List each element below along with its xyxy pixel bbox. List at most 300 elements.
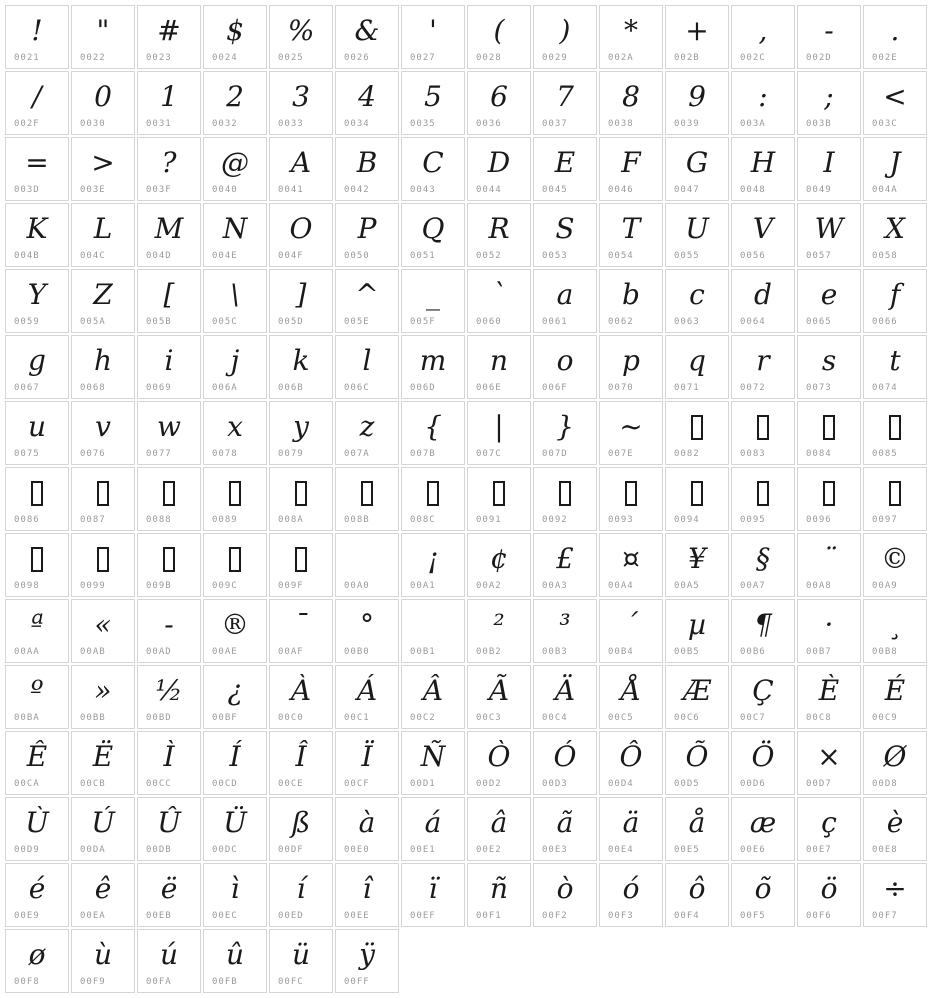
glyph-cell-002E[interactable] bbox=[863, 5, 927, 69]
glyph-cell-00E9[interactable] bbox=[5, 863, 69, 927]
glyph-cell-00BF[interactable] bbox=[203, 665, 267, 729]
glyph-code-label: 003C bbox=[872, 119, 898, 129]
glyph-cell-00FB[interactable] bbox=[203, 929, 267, 993]
glyph-cell-0089[interactable] bbox=[203, 467, 267, 531]
glyph-cell-00AF[interactable] bbox=[269, 599, 333, 663]
glyph-cell-002B[interactable] bbox=[665, 5, 729, 69]
glyph-cell-00BD[interactable] bbox=[137, 665, 201, 729]
glyph-cell-00CF[interactable] bbox=[335, 731, 399, 795]
glyph-code-label: 00C8 bbox=[806, 713, 832, 723]
glyph-cell-0095[interactable] bbox=[731, 467, 795, 531]
glyph-cell-0079[interactable] bbox=[269, 401, 333, 465]
glyph-cell-0025[interactable] bbox=[269, 5, 333, 69]
glyph-cell-00A9[interactable] bbox=[863, 533, 927, 597]
glyph-code-label: 00B1 bbox=[410, 647, 436, 657]
glyph-cell-006E[interactable] bbox=[467, 335, 531, 399]
glyph-preview: ã bbox=[556, 806, 574, 839]
glyph-cell-007E[interactable] bbox=[599, 401, 663, 465]
glyph-cell-0070[interactable] bbox=[599, 335, 663, 399]
missing-glyph-box bbox=[204, 534, 266, 581]
glyph-cell-00AB[interactable] bbox=[71, 599, 135, 663]
glyph-cell-00D3[interactable] bbox=[533, 731, 597, 795]
glyph-preview: ê bbox=[94, 872, 112, 905]
glyph-cell-00A0[interactable] bbox=[335, 533, 399, 597]
glyph-cell-00CD[interactable] bbox=[203, 731, 267, 795]
glyph-cell-0088[interactable] bbox=[137, 467, 201, 531]
glyph-cell-0068[interactable] bbox=[71, 335, 135, 399]
glyph-cell-00C3[interactable] bbox=[467, 665, 531, 729]
tofu-rectangle bbox=[493, 481, 505, 506]
glyph-preview: ñ bbox=[489, 872, 509, 905]
glyph-cell-00E8[interactable] bbox=[863, 797, 927, 861]
glyph-cell-005E[interactable] bbox=[335, 269, 399, 333]
glyph-cell-0099[interactable] bbox=[71, 533, 135, 597]
glyph-cell-00B1[interactable] bbox=[401, 599, 465, 663]
glyph-preview: Í bbox=[229, 740, 241, 773]
glyph-cell-00CA[interactable] bbox=[5, 731, 69, 795]
glyph-preview: X bbox=[885, 212, 905, 245]
glyph-cell-00D7[interactable] bbox=[797, 731, 861, 795]
glyph-cell-0032[interactable] bbox=[203, 71, 267, 135]
glyph-cell-0084[interactable] bbox=[797, 401, 861, 465]
glyph-cell-00DB[interactable] bbox=[137, 797, 201, 861]
glyph-cell-00D6[interactable] bbox=[731, 731, 795, 795]
glyph-cell-0042[interactable] bbox=[335, 137, 399, 201]
glyph-cell-00C2[interactable] bbox=[401, 665, 465, 729]
glyph-cell-004E[interactable] bbox=[203, 203, 267, 267]
glyph-cell-00EA[interactable] bbox=[71, 863, 135, 927]
glyph-preview: 2 bbox=[226, 80, 244, 113]
glyph-cell-0044[interactable] bbox=[467, 137, 531, 201]
glyph-code-label: 003E bbox=[80, 185, 106, 195]
glyph-cell-0056[interactable] bbox=[731, 203, 795, 267]
glyph-cell-0029[interactable] bbox=[533, 5, 597, 69]
glyph-code-label: 005D bbox=[278, 317, 304, 327]
glyph-cell-00D4[interactable] bbox=[599, 731, 663, 795]
glyph-preview: ¿ bbox=[227, 674, 243, 707]
glyph-cell-0037[interactable] bbox=[533, 71, 597, 135]
glyph-cell-002F[interactable] bbox=[5, 71, 69, 135]
glyph-preview: ; bbox=[824, 80, 834, 113]
missing-glyph-box bbox=[270, 468, 332, 515]
glyph-code-label: 0082 bbox=[674, 449, 700, 459]
glyph-cell-0071[interactable] bbox=[665, 335, 729, 399]
glyph-cell-00E5[interactable] bbox=[665, 797, 729, 861]
glyph-cell-0028[interactable] bbox=[467, 5, 531, 69]
glyph-cell-0051[interactable] bbox=[401, 203, 465, 267]
glyph-cell-00CC[interactable] bbox=[137, 731, 201, 795]
glyph-cell-00BB[interactable] bbox=[71, 665, 135, 729]
glyph-cell-00AE[interactable] bbox=[203, 599, 267, 663]
glyph-preview: ö bbox=[820, 872, 838, 905]
glyph-cell-002C[interactable] bbox=[731, 5, 795, 69]
glyph-cell-00F5[interactable] bbox=[731, 863, 795, 927]
glyph-cell-00D9[interactable] bbox=[5, 797, 69, 861]
glyph-cell-0058[interactable] bbox=[863, 203, 927, 267]
glyph-cell-0093[interactable] bbox=[599, 467, 663, 531]
glyph-cell-0033[interactable] bbox=[269, 71, 333, 135]
glyph-code-label: 0024 bbox=[212, 53, 238, 63]
glyph-code-label: 00B7 bbox=[806, 647, 832, 657]
glyph-cell-002A[interactable] bbox=[599, 5, 663, 69]
glyph-cell-0052[interactable] bbox=[467, 203, 531, 267]
glyph-cell-005D[interactable] bbox=[269, 269, 333, 333]
glyph-code-label: 005C bbox=[212, 317, 238, 327]
glyph-cell-005F[interactable] bbox=[401, 269, 465, 333]
glyph-cell-00B3[interactable] bbox=[533, 599, 597, 663]
glyph-cell-004A[interactable] bbox=[863, 137, 927, 201]
glyph-code-label: 007D bbox=[542, 449, 568, 459]
missing-glyph-box bbox=[798, 468, 860, 515]
glyph-cell-003F[interactable] bbox=[137, 137, 201, 201]
glyph-cell-00E0[interactable] bbox=[335, 797, 399, 861]
glyph-cell-00F7[interactable] bbox=[863, 863, 927, 927]
glyph-cell-0063[interactable] bbox=[665, 269, 729, 333]
glyph-cell-00C9[interactable] bbox=[863, 665, 927, 729]
glyph-cell-00B4[interactable] bbox=[599, 599, 663, 663]
glyph-cell-0039[interactable] bbox=[665, 71, 729, 135]
glyph-cell-0046[interactable] bbox=[599, 137, 663, 201]
glyph-code-label: 0091 bbox=[476, 515, 502, 525]
glyph-cell-0054[interactable] bbox=[599, 203, 663, 267]
glyph-cell-004F[interactable] bbox=[269, 203, 333, 267]
glyph-preview: § bbox=[756, 542, 770, 575]
glyph-cell-00FF[interactable] bbox=[335, 929, 399, 993]
glyph-cell-00EB[interactable] bbox=[137, 863, 201, 927]
glyph-preview: C bbox=[422, 146, 444, 179]
glyph-cell-0022[interactable] bbox=[71, 5, 135, 69]
glyph-preview: E bbox=[554, 146, 576, 179]
glyph-cell-0085[interactable] bbox=[863, 401, 927, 465]
glyph-preview: è bbox=[886, 806, 904, 839]
glyph-cell-00B6[interactable] bbox=[731, 599, 795, 663]
glyph-cell-0078[interactable] bbox=[203, 401, 267, 465]
glyph-cell-0092[interactable] bbox=[533, 467, 597, 531]
glyph-cell-00C6[interactable] bbox=[665, 665, 729, 729]
glyph-code-label: 00D7 bbox=[806, 779, 832, 789]
glyph-preview: ~ bbox=[619, 410, 643, 443]
glyph-cell-0055[interactable] bbox=[665, 203, 729, 267]
glyph-cell-00A2[interactable] bbox=[467, 533, 531, 597]
glyph-cell-00EC[interactable] bbox=[203, 863, 267, 927]
glyph-cell-004C[interactable] bbox=[71, 203, 135, 267]
glyph-cell-0065[interactable] bbox=[797, 269, 861, 333]
glyph-cell-0067[interactable] bbox=[5, 335, 69, 399]
glyph-cell-00AD[interactable] bbox=[137, 599, 201, 663]
glyph-cell-0087[interactable] bbox=[71, 467, 135, 531]
glyph-code-label: 002E bbox=[872, 53, 898, 63]
glyph-cell-00C7[interactable] bbox=[731, 665, 795, 729]
glyph-cell-00EF[interactable] bbox=[401, 863, 465, 927]
glyph-cell-007D[interactable] bbox=[533, 401, 597, 465]
glyph-code-label: 00CD bbox=[212, 779, 238, 789]
glyph-cell-009C[interactable] bbox=[203, 533, 267, 597]
blank-glyph bbox=[336, 534, 398, 581]
glyph-cell-00B5[interactable] bbox=[665, 599, 729, 663]
glyph-code-label: 0056 bbox=[740, 251, 766, 261]
glyph-preview: Ì bbox=[163, 740, 175, 773]
glyph-preview: ù bbox=[93, 938, 113, 971]
glyph-cell-00E1[interactable] bbox=[401, 797, 465, 861]
glyph-code-label: 00A8 bbox=[806, 581, 832, 591]
glyph-cell-0043[interactable] bbox=[401, 137, 465, 201]
glyph-cell-0027[interactable] bbox=[401, 5, 465, 69]
glyph-cell-005C[interactable] bbox=[203, 269, 267, 333]
glyph-cell-003D[interactable] bbox=[5, 137, 69, 201]
glyph-cell-003C[interactable] bbox=[863, 71, 927, 135]
glyph-cell-0094[interactable] bbox=[665, 467, 729, 531]
glyph-cell-0035[interactable] bbox=[401, 71, 465, 135]
glyph-cell-00F1[interactable] bbox=[467, 863, 531, 927]
glyph-cell-0053[interactable] bbox=[533, 203, 597, 267]
glyph-cell-006B[interactable] bbox=[269, 335, 333, 399]
glyph-cell-0098[interactable] bbox=[5, 533, 69, 597]
glyph-preview: l bbox=[362, 344, 372, 377]
glyph-cell-00A7[interactable] bbox=[731, 533, 795, 597]
glyph-code-label: 004E bbox=[212, 251, 238, 261]
glyph-cell-0030[interactable] bbox=[71, 71, 135, 135]
glyph-cell-00E3[interactable] bbox=[533, 797, 597, 861]
glyph-cell-00BA[interactable] bbox=[5, 665, 69, 729]
glyph-code-label: 00F6 bbox=[806, 911, 832, 921]
glyph-cell-00A3[interactable] bbox=[533, 533, 597, 597]
glyph-preview: h bbox=[93, 344, 113, 377]
glyph-cell-00DA[interactable] bbox=[71, 797, 135, 861]
glyph-cell-00C5[interactable] bbox=[599, 665, 663, 729]
glyph-cell-00F9[interactable] bbox=[71, 929, 135, 993]
glyph-cell-00F2[interactable] bbox=[533, 863, 597, 927]
glyph-cell-0083[interactable] bbox=[731, 401, 795, 465]
glyph-cell-0069[interactable] bbox=[137, 335, 201, 399]
glyph-code-label: 0098 bbox=[14, 581, 40, 591]
glyph-cell-00B0[interactable] bbox=[335, 599, 399, 663]
glyph-cell-00D2[interactable] bbox=[467, 731, 531, 795]
glyph-cell-00DC[interactable] bbox=[203, 797, 267, 861]
glyph-code-label: 00D5 bbox=[674, 779, 700, 789]
glyph-cell-0060[interactable] bbox=[467, 269, 531, 333]
missing-glyph-box bbox=[732, 468, 794, 515]
glyph-cell-003B[interactable] bbox=[797, 71, 861, 135]
glyph-cell-0048[interactable] bbox=[731, 137, 795, 201]
glyph-cell-00B2[interactable] bbox=[467, 599, 531, 663]
glyph-preview: Â bbox=[422, 674, 444, 707]
glyph-code-label: 0025 bbox=[278, 53, 304, 63]
glyph-cell-007B[interactable] bbox=[401, 401, 465, 465]
glyph-preview: N bbox=[222, 212, 248, 245]
glyph-code-label: 0033 bbox=[278, 119, 304, 129]
missing-glyph-box bbox=[798, 402, 860, 449]
glyph-cell-0049[interactable] bbox=[797, 137, 861, 201]
glyph-code-label: 004C bbox=[80, 251, 106, 261]
glyph-cell-0082[interactable] bbox=[665, 401, 729, 465]
glyph-code-label: 0065 bbox=[806, 317, 832, 327]
glyph-cell-00B7[interactable] bbox=[797, 599, 861, 663]
glyph-cell-009B[interactable] bbox=[137, 533, 201, 597]
glyph-cell-00EE[interactable] bbox=[335, 863, 399, 927]
glyph-code-label: 0088 bbox=[146, 515, 172, 525]
glyph-cell-0034[interactable] bbox=[335, 71, 399, 135]
glyph-cell-007C[interactable] bbox=[467, 401, 531, 465]
glyph-preview: b bbox=[622, 278, 640, 311]
glyph-cell-00FA[interactable] bbox=[137, 929, 201, 993]
glyph-code-label: 0048 bbox=[740, 185, 766, 195]
glyph-cell-0057[interactable] bbox=[797, 203, 861, 267]
glyph-cell-00C0[interactable] bbox=[269, 665, 333, 729]
glyph-cell-0024[interactable] bbox=[203, 5, 267, 69]
glyph-cell-003E[interactable] bbox=[71, 137, 135, 201]
glyph-preview: ï bbox=[428, 872, 438, 905]
glyph-cell-00E6[interactable] bbox=[731, 797, 795, 861]
tofu-rectangle bbox=[361, 481, 373, 506]
glyph-cell-00C8[interactable] bbox=[797, 665, 861, 729]
glyph-preview: P bbox=[357, 212, 377, 245]
glyph-cell-0074[interactable] bbox=[863, 335, 927, 399]
glyph-cell-006D[interactable] bbox=[401, 335, 465, 399]
glyph-cell-004B[interactable] bbox=[5, 203, 69, 267]
glyph-code-label: 0035 bbox=[410, 119, 436, 129]
glyph-code-label: 00E1 bbox=[410, 845, 436, 855]
glyph-cell-0066[interactable] bbox=[863, 269, 927, 333]
glyph-cell-006A[interactable] bbox=[203, 335, 267, 399]
glyph-code-label: 007B bbox=[410, 449, 436, 459]
glyph-cell-00B8[interactable] bbox=[863, 599, 927, 663]
glyph-code-label: 00F5 bbox=[740, 911, 766, 921]
glyph-cell-00F3[interactable] bbox=[599, 863, 663, 927]
glyph-cell-0076[interactable] bbox=[71, 401, 135, 465]
glyph-cell-0064[interactable] bbox=[731, 269, 795, 333]
missing-glyph-box bbox=[6, 534, 68, 581]
glyph-cell-00A5[interactable] bbox=[665, 533, 729, 597]
glyph-code-label: 0077 bbox=[146, 449, 172, 459]
glyph-preview: I bbox=[823, 146, 835, 179]
glyph-cell-0026[interactable] bbox=[335, 5, 399, 69]
glyph-code-label: 006D bbox=[410, 383, 436, 393]
glyph-cell-006F[interactable] bbox=[533, 335, 597, 399]
glyph-cell-0050[interactable] bbox=[335, 203, 399, 267]
glyph-code-label: 00F8 bbox=[14, 977, 40, 987]
missing-glyph-box bbox=[600, 468, 662, 515]
glyph-cell-00E4[interactable] bbox=[599, 797, 663, 861]
glyph-cell-002D[interactable] bbox=[797, 5, 861, 69]
glyph-cell-00ED[interactable] bbox=[269, 863, 333, 927]
glyph-preview: J bbox=[889, 146, 901, 179]
glyph-code-label: 00CE bbox=[278, 779, 304, 789]
glyph-code-label: 0050 bbox=[344, 251, 370, 261]
glyph-preview: w bbox=[157, 410, 181, 443]
glyph-preview: & bbox=[354, 14, 380, 47]
glyph-cell-00DF[interactable] bbox=[269, 797, 333, 861]
glyph-code-label: 00D1 bbox=[410, 779, 436, 789]
glyph-cell-0061[interactable] bbox=[533, 269, 597, 333]
glyph-cell-0036[interactable] bbox=[467, 71, 531, 135]
glyph-code-label: 002A bbox=[608, 53, 634, 63]
glyph-cell-00A4[interactable] bbox=[599, 533, 663, 597]
glyph-code-label: 0027 bbox=[410, 53, 436, 63]
missing-glyph-box bbox=[270, 534, 332, 581]
glyph-cell-0073[interactable] bbox=[797, 335, 861, 399]
glyph-cell-00CE[interactable] bbox=[269, 731, 333, 795]
glyph-preview: Y bbox=[27, 278, 47, 311]
glyph-cell-004D[interactable] bbox=[137, 203, 201, 267]
glyph-cell-00F8[interactable] bbox=[5, 929, 69, 993]
glyph-cell-0086[interactable] bbox=[5, 467, 69, 531]
glyph-code-label: 00A4 bbox=[608, 581, 634, 591]
glyph-cell-008A[interactable] bbox=[269, 467, 333, 531]
glyph-cell-0040[interactable] bbox=[203, 137, 267, 201]
glyph-code-label: 0087 bbox=[80, 515, 106, 525]
glyph-cell-0041[interactable] bbox=[269, 137, 333, 201]
glyph-cell-00C1[interactable] bbox=[335, 665, 399, 729]
glyph-cell-00D5[interactable] bbox=[665, 731, 729, 795]
glyph-preview: $ bbox=[226, 14, 244, 47]
glyph-cell-0072[interactable] bbox=[731, 335, 795, 399]
glyph-cell-00F6[interactable] bbox=[797, 863, 861, 927]
glyph-code-label: 006F bbox=[542, 383, 568, 393]
glyph-cell-0075[interactable] bbox=[5, 401, 69, 465]
glyph-cell-006C[interactable] bbox=[335, 335, 399, 399]
glyph-cell-0038[interactable] bbox=[599, 71, 663, 135]
glyph-code-label: 00E7 bbox=[806, 845, 832, 855]
missing-glyph-box bbox=[72, 534, 134, 581]
glyph-preview: s bbox=[821, 344, 837, 377]
glyph-cell-003A[interactable] bbox=[731, 71, 795, 135]
glyph-code-label: 003B bbox=[806, 119, 832, 129]
glyph-preview: K bbox=[26, 212, 48, 245]
glyph-cell-0096[interactable] bbox=[797, 467, 861, 531]
glyph-cell-008B[interactable] bbox=[335, 467, 399, 531]
glyph-cell-008C[interactable] bbox=[401, 467, 465, 531]
glyph-code-label: 0064 bbox=[740, 317, 766, 327]
glyph-preview: 3 bbox=[292, 80, 310, 113]
glyph-cell-0023[interactable] bbox=[137, 5, 201, 69]
glyph-cell-009F[interactable] bbox=[269, 533, 333, 597]
glyph-cell-0091[interactable] bbox=[467, 467, 531, 531]
glyph-code-label: 0060 bbox=[476, 317, 502, 327]
glyph-code-label: 00F1 bbox=[476, 911, 502, 921]
tofu-rectangle bbox=[31, 547, 43, 572]
glyph-cell-0062[interactable] bbox=[599, 269, 663, 333]
glyph-cell-00AA[interactable] bbox=[5, 599, 69, 663]
glyph-cell-0031[interactable] bbox=[137, 71, 201, 135]
glyph-cell-00A8[interactable] bbox=[797, 533, 861, 597]
glyph-cell-0021[interactable] bbox=[5, 5, 69, 69]
glyph-cell-0059[interactable] bbox=[5, 269, 69, 333]
glyph-cell-0047[interactable] bbox=[665, 137, 729, 201]
glyph-code-label: 006C bbox=[344, 383, 370, 393]
glyph-cell-00D8[interactable] bbox=[863, 731, 927, 795]
glyph-preview: ¸ bbox=[888, 608, 902, 641]
glyph-cell-00E2[interactable] bbox=[467, 797, 531, 861]
glyph-code-label: 00D4 bbox=[608, 779, 634, 789]
glyph-cell-005B[interactable] bbox=[137, 269, 201, 333]
glyph-cell-007A[interactable] bbox=[335, 401, 399, 465]
tofu-rectangle bbox=[295, 481, 307, 506]
glyph-cell-00FC[interactable] bbox=[269, 929, 333, 993]
glyph-cell-005A[interactable] bbox=[71, 269, 135, 333]
glyph-cell-00D1[interactable] bbox=[401, 731, 465, 795]
glyph-code-label: 0031 bbox=[146, 119, 172, 129]
glyph-cell-0097[interactable] bbox=[863, 467, 927, 531]
glyph-cell-0045[interactable] bbox=[533, 137, 597, 201]
glyph-cell-00CB[interactable] bbox=[71, 731, 135, 795]
glyph-preview: × bbox=[817, 740, 841, 773]
glyph-cell-00F4[interactable] bbox=[665, 863, 729, 927]
glyph-cell-00C4[interactable] bbox=[533, 665, 597, 729]
glyph-cell-00A1[interactable] bbox=[401, 533, 465, 597]
glyph-cell-0077[interactable] bbox=[137, 401, 201, 465]
glyph-code-label: 0075 bbox=[14, 449, 40, 459]
glyph-cell-00E7[interactable] bbox=[797, 797, 861, 861]
